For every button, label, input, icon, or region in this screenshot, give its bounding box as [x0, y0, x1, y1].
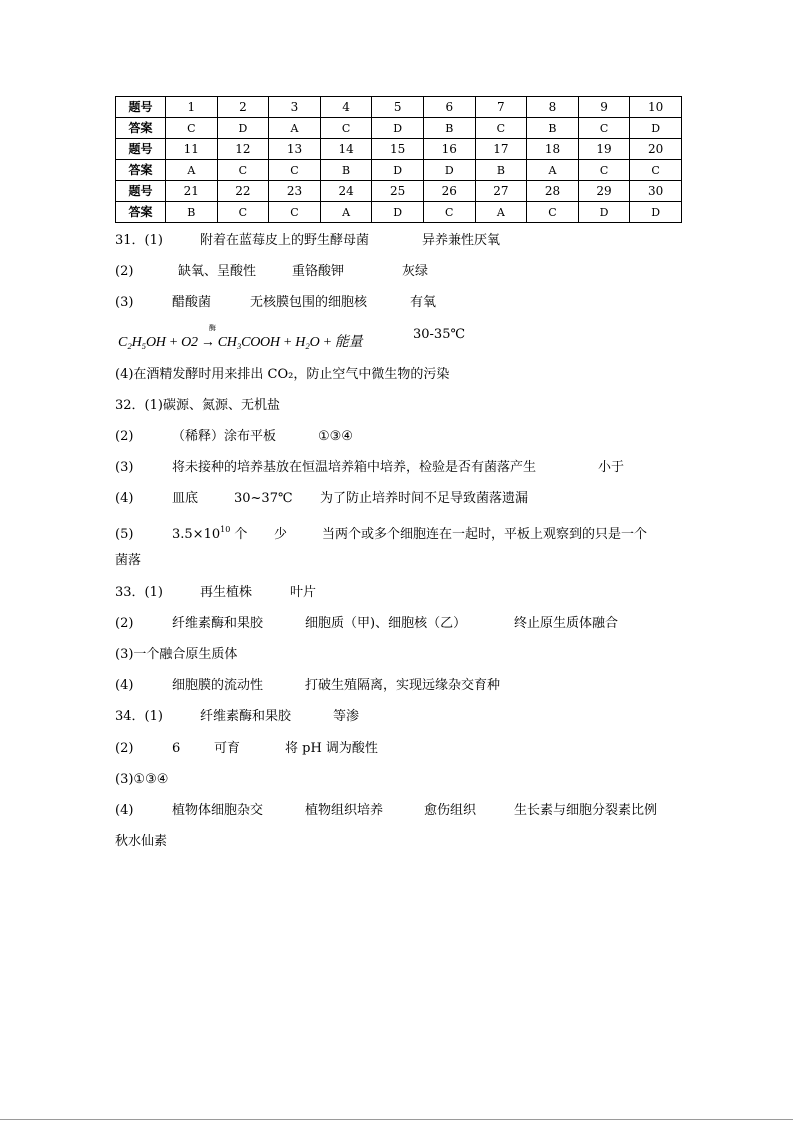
- answer-cell: A: [269, 118, 321, 139]
- table-row: [116, 118, 682, 139]
- q32-2-answer-a: （稀释）涂布平板: [172, 429, 277, 444]
- equation-text: C₂H₅OH + O2 → CH₃COOH + H₂O + 能量: [118, 335, 363, 350]
- page-bottom-rule: [0, 1119, 793, 1120]
- question-number-cell: 29: [578, 181, 630, 202]
- answer-cell: C: [630, 160, 682, 181]
- q32-line-1: [115, 397, 280, 415]
- answer-cell: D: [630, 202, 682, 223]
- q32-4-answer-b: 30~37℃: [234, 491, 293, 506]
- q32-3-answer-b: 小于: [598, 460, 625, 475]
- q34-label: 34．(1): [115, 709, 163, 724]
- q33-4-answer-b: 打破生殖隔离，实现远缘杂交育种: [305, 678, 501, 693]
- q31-4-answer: (4)在酒精发酵时用来排出 CO₂，防止空气中微生物的污染: [115, 367, 450, 382]
- q32-5-answer-c: 当两个或多个细胞连在一起时，平板上观察到的只是一个: [322, 527, 648, 542]
- q34-4-label: (4): [115, 803, 134, 818]
- question-number-cell: 13: [269, 139, 321, 160]
- answer-cell: B: [166, 202, 218, 223]
- q31-line-1: [115, 232, 500, 250]
- question-number-cell: 25: [372, 181, 424, 202]
- answer-cell: A: [320, 202, 372, 223]
- q31-3-answer-c: 有氧: [410, 295, 437, 310]
- q33-3-answer: (3)一个融合原生质体: [115, 647, 238, 662]
- question-number-cell: 24: [320, 181, 372, 202]
- q32-2-answer-b: ①③④: [318, 429, 353, 444]
- q32-1-answer: 32．(1)碳源、氮源、无机盐: [115, 398, 280, 413]
- q33-2-answer-c: 终止原生质体融合: [514, 616, 619, 631]
- table-row: [116, 139, 682, 160]
- q32-2-label: (2): [115, 429, 134, 444]
- answer-cell: C: [423, 202, 475, 223]
- answer-cell: D: [372, 160, 424, 181]
- question-number-cell: 17: [475, 139, 527, 160]
- q32-4-answer-c: 为了防止培养时间不足导致菌落遗漏: [320, 491, 529, 506]
- q32-4-answer-a: 皿底: [172, 491, 199, 506]
- answer-cell: A: [166, 160, 218, 181]
- q33-1-answer-b: 叶片: [290, 585, 317, 600]
- q34-2-answer-b: 可育: [214, 741, 241, 756]
- q31-line-2: [115, 263, 428, 281]
- q31-line-4: [115, 366, 449, 384]
- q34-3-answer: (3)①③④: [115, 772, 169, 787]
- question-number-cell: 20: [630, 139, 682, 160]
- q33-line-3: [115, 646, 237, 664]
- q34-1-answer-a: 纤维素酶和果胶: [200, 709, 292, 724]
- q33-line-2: [115, 615, 618, 633]
- table-row: [116, 202, 682, 223]
- answer-cell: C: [475, 118, 527, 139]
- q33-4-answer-a: 细胞膜的流动性: [172, 678, 264, 693]
- q33-line-1: [115, 584, 316, 602]
- answer-cell: C: [269, 202, 321, 223]
- q33-2-label: (2): [115, 616, 134, 631]
- answer-cell: C: [578, 160, 630, 181]
- question-number-cell: 5: [372, 97, 424, 118]
- question-number-cell: 18: [527, 139, 579, 160]
- row-label: 题号: [116, 97, 166, 118]
- question-number-cell: 9: [578, 97, 630, 118]
- answer-cell: B: [475, 160, 527, 181]
- q32-5-label: (5): [115, 527, 134, 542]
- question-number-cell: 16: [423, 139, 475, 160]
- q34-4-answer-b: 植物组织培养: [305, 803, 384, 818]
- answer-cell: B: [423, 118, 475, 139]
- question-number-cell: 14: [320, 139, 372, 160]
- q33-2-answer-b: 细胞质（甲)、细胞核（乙）: [305, 616, 467, 631]
- q32-5-exponent: 10: [220, 525, 231, 534]
- question-number-cell: 6: [423, 97, 475, 118]
- row-label: 题号: [116, 181, 166, 202]
- answer-cell: D: [578, 202, 630, 223]
- answer-cell: D: [630, 118, 682, 139]
- q32-line-3: [115, 459, 624, 477]
- q34-1-answer-b: 等渗: [333, 709, 360, 724]
- question-number-cell: 30: [630, 181, 682, 202]
- q32-5-base: 3.5×10: [172, 527, 221, 542]
- question-number-cell: 10: [630, 97, 682, 118]
- q32-line-2: [115, 428, 353, 446]
- q34-2-answer-a: 6: [172, 741, 181, 756]
- q32-3-label: (3): [115, 460, 134, 475]
- table-row: [116, 160, 682, 181]
- enzyme-label: 酶: [209, 324, 216, 332]
- fermentation-temperature: 30-35℃: [413, 327, 466, 342]
- answer-cell: D: [423, 160, 475, 181]
- table-row: [116, 181, 682, 202]
- answer-cell: C: [527, 202, 579, 223]
- row-label: 答案: [116, 160, 166, 181]
- answer-cell: A: [475, 202, 527, 223]
- row-label: 答案: [116, 118, 166, 139]
- q32-4-label: (4): [115, 491, 134, 506]
- answer-cell: C: [217, 160, 269, 181]
- question-number-cell: 1: [166, 97, 218, 118]
- q31-3-label: (3): [115, 295, 134, 310]
- question-number-cell: 27: [475, 181, 527, 202]
- q34-4-answer-c: 愈伤组织: [424, 803, 477, 818]
- q34-line-2: [115, 740, 378, 758]
- answer-cell: C: [269, 160, 321, 181]
- q31-1-answer-b: 异养兼性厌氧: [422, 233, 501, 248]
- answer-cell: B: [527, 118, 579, 139]
- q31-line-3: [115, 294, 436, 312]
- table-row: [116, 97, 682, 118]
- answer-cell: C: [166, 118, 218, 139]
- question-number-cell: 21: [166, 181, 218, 202]
- question-number-cell: 2: [217, 97, 269, 118]
- reaction-equation: [118, 324, 418, 350]
- q31-2-label: (2): [115, 264, 134, 279]
- question-number-cell: 26: [423, 181, 475, 202]
- q32-line-6: [115, 552, 141, 570]
- q34-line-3: [115, 771, 168, 789]
- q32-5-answer-b: 少: [274, 527, 288, 542]
- q32-3-answer-a: 将未接种的培养基放在恒温培养箱中培养，检验是否有菌落产生: [172, 460, 537, 475]
- answer-cell: D: [217, 118, 269, 139]
- question-number-cell: 8: [527, 97, 579, 118]
- q32-line-4: [115, 490, 528, 508]
- q33-line-4: [115, 677, 500, 695]
- q34-4-continuation: 秋水仙素: [115, 834, 168, 849]
- answer-cell: C: [217, 202, 269, 223]
- q33-2-answer-a: 纤维素酶和果胶: [172, 616, 264, 631]
- q34-4-answer-d: 生长素与细胞分裂素比例: [514, 803, 658, 818]
- q33-1-answer-a: 再生植株: [200, 585, 253, 600]
- answer-cell: D: [372, 118, 424, 139]
- question-number-cell: 15: [372, 139, 424, 160]
- q32-5-continuation: 菌落: [115, 553, 142, 568]
- question-number-cell: 28: [527, 181, 579, 202]
- q34-2-label: (2): [115, 741, 134, 756]
- answer-table: [115, 96, 682, 223]
- question-number-cell: 12: [217, 139, 269, 160]
- answer-cell: D: [372, 202, 424, 223]
- question-number-cell: 3: [269, 97, 321, 118]
- q34-line-5: [115, 833, 167, 851]
- question-number-cell: 22: [217, 181, 269, 202]
- row-label: 答案: [116, 202, 166, 223]
- answer-cell: C: [320, 118, 372, 139]
- question-number-cell: 19: [578, 139, 630, 160]
- answer-cell: C: [578, 118, 630, 139]
- q34-4-answer-a: 植物体细胞杂交: [172, 803, 264, 818]
- q32-5-unit: 个: [230, 527, 248, 542]
- answer-cell: B: [320, 160, 372, 181]
- q31-label: 31．(1): [115, 233, 163, 248]
- q31-3-answer-b: 无核膜包围的细胞核: [250, 295, 368, 310]
- q33-label: 33．(1): [115, 585, 163, 600]
- question-number-cell: 4: [320, 97, 372, 118]
- question-number-cell: 11: [166, 139, 218, 160]
- q31-2-answer-b: 重铬酸钾: [292, 264, 345, 279]
- q33-4-label: (4): [115, 678, 134, 693]
- q31-2-answer-c: 灰绿: [402, 264, 429, 279]
- row-label: 题号: [116, 139, 166, 160]
- q32-5-answer-a: [172, 521, 274, 544]
- q34-line-4: [115, 802, 657, 820]
- q31-3-answer-a: 醋酸菌: [172, 295, 212, 310]
- q32-line-5: [115, 521, 647, 544]
- question-number-cell: 7: [475, 97, 527, 118]
- q31-1-answer-a: 附着在蓝莓皮上的野生酵母菌: [200, 233, 370, 248]
- answer-cell: A: [527, 160, 579, 181]
- question-number-cell: 23: [269, 181, 321, 202]
- q34-2-answer-c: 将 pH 调为酸性: [285, 741, 378, 756]
- q34-line-1: [115, 708, 359, 726]
- q31-2-answer-a: 缺氧、呈酸性: [178, 264, 257, 279]
